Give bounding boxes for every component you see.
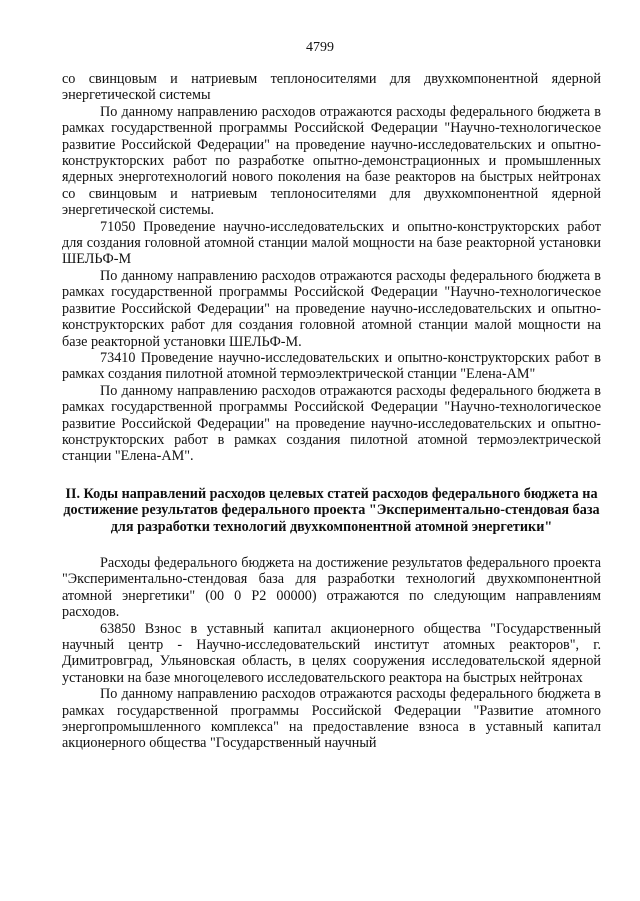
page-number: 4799 (306, 40, 334, 55)
paragraph-code-71050: 71050 Проведение научно-исследовательских и опытно-конструкторских работ для создания головной атомной станции малой мощности на базе реакторной установки ШЕЛЬФ-М (62, 218, 601, 268)
paragraph-description: По данному направлению расходов отражаются расходы федерального бюджета в рамках государственной программы Российской Федерации "Научно-технологическое развитие Российской Федерации" на проведение научно-исследовательских и опытно-конструкторских работ для создания головной атомной станции малой мощности на базе реакторной установки ШЕЛЬФ-М. (62, 267, 601, 350)
page-content (62, 71, 601, 752)
paragraph-code-73410: 73410 Проведение научно-исследовательских и опытно-конструкторских работ в рамках создания пилотной атомной термоэлектрической станции "Елена-АМ" (62, 349, 601, 383)
paragraph-code-63850: 63850 Взнос в уставный капитал акционерного общества "Государственный научный центр - Научно-исследовательский институт атомных реакторов", г. Димитровград, Ульяновская область, в целях сооружения исследовательской ядерной установки на базе многоцелевого исследовательского реактора на быстрых нейтронах (62, 620, 601, 686)
paragraph-description: По данному направлению расходов отражаются расходы федерального бюджета в рамках государственной программы Российской Федерации "Научно-технологическое развитие Российской Федерации" на проведение научно-исследовательских и опытно-конструкторских работ по разработке опытно-демонстрационных и промышленных ядерных энерготехнологий нового поколения на базе реакторов на быстрых нейтронах со свинцовым и натриевым теплоносителями для двухкомпонентной ядерной энергетической системы. (62, 103, 601, 219)
paragraph-description: По данному направлению расходов отражаются расходы федерального бюджета в рамках государственной программы Российской Федерации "Развитие атомного энергопромышленного комплекса" на предоставление взноса в уставный капитал акционерного общества "Государственный научный (62, 686, 601, 752)
paragraph-intro: Расходы федерального бюджета на достижение результатов федерального проекта "Экспериментально-стендовая база для разработки технологий двухкомпонентной атомной энергетики" (00 0 Р2 00000) отражаются по следующим направлениям расходов. (62, 554, 601, 621)
paragraph-description: По данному направлению расходов отражаются расходы федерального бюджета в рамках государственной программы Российской Федерации "Научно-технологическое развитие Российской Федерации" на проведение научно-исследовательских и опытно-конструкторских работ в рамках создания пилотной атомной термоэлектрической станции "Елена-АМ". (62, 382, 601, 465)
paragraph-continuation: со свинцовым и натриевым теплоносителями для двухкомпонентной ядерной энергетической системы (62, 71, 601, 104)
section-heading: II. Коды направлений расходов целевых статей расходов федерального бюджета на достижение результатов федерального проекта "Экспериментально-стендовая база для разработки технологий двухкомпонентной атомной энергетики" (63, 485, 600, 535)
